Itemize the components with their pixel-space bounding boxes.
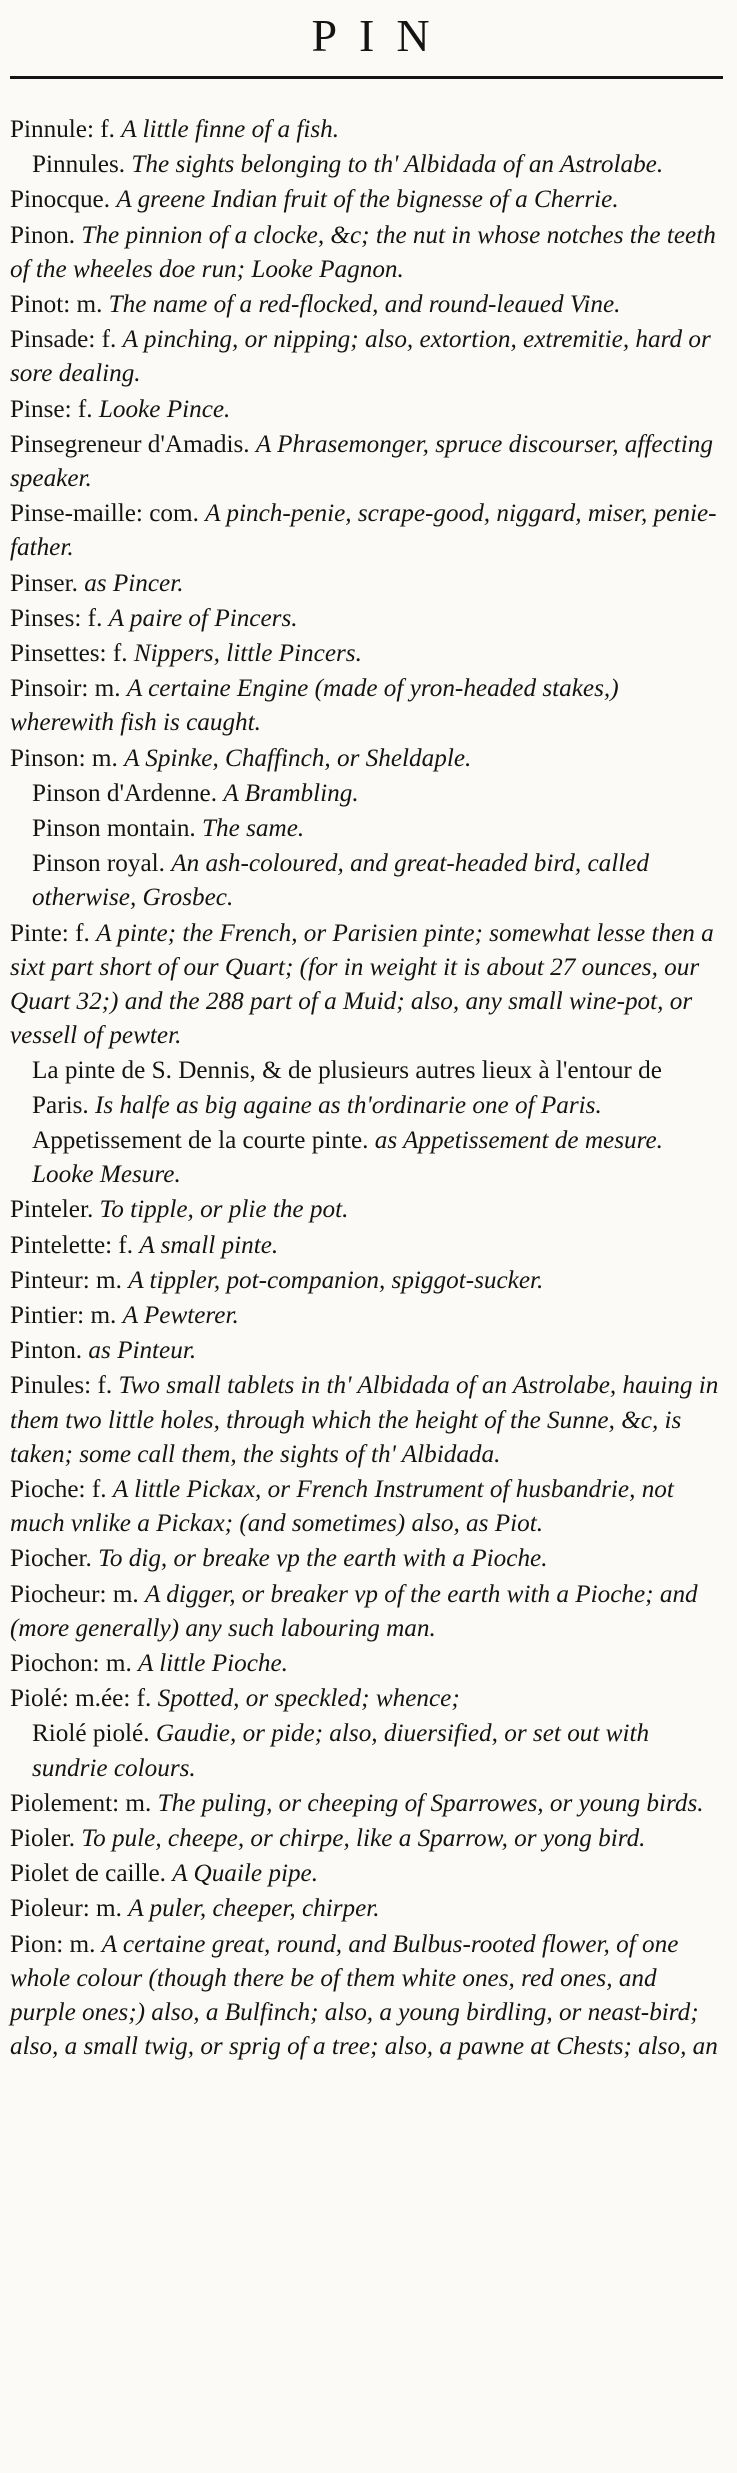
entry-definition: A small pinte. bbox=[139, 1231, 279, 1259]
running-head: PIN bbox=[311, 10, 452, 61]
entry-headword: Piolet de caille. bbox=[10, 1860, 166, 1888]
dictionary-entry bbox=[10, 672, 723, 740]
entry-definition: A certaine Engine (made of yron-headed stakes,) wherewith fish is caught. bbox=[10, 675, 619, 737]
entry-headword: Piolement: m. bbox=[10, 1789, 152, 1817]
entry-definition: A little Pickax, or French Instrument of husbandrie, not much vnlike a Pickax; (and sometimes) also, as Piot. bbox=[10, 1475, 674, 1538]
dictionary-entry bbox=[10, 1647, 723, 1681]
dictionary-entry bbox=[10, 1857, 723, 1891]
header-rule bbox=[10, 76, 723, 79]
entry-definition: The same. bbox=[202, 815, 305, 843]
entry-definition: as Pincer. bbox=[84, 569, 184, 597]
entry-headword: La pinte de S. Dennis, & de plusieurs autres lieux à l'entour de Paris. bbox=[32, 1057, 662, 1119]
dictionary-entry bbox=[10, 113, 723, 147]
entry-definition: Is halfe as big againe as th'ordinarie one of Paris. bbox=[94, 1091, 602, 1119]
dictionary-entry bbox=[10, 428, 723, 496]
entry-definition: A puler, cheeper, chirper. bbox=[128, 1895, 380, 1923]
dictionary-entry bbox=[10, 742, 723, 776]
dictionary-entry bbox=[10, 219, 723, 287]
entry-definition: Nippers, little Pincers. bbox=[133, 640, 362, 668]
entry-headword: Pinon. bbox=[10, 221, 76, 249]
entry-definition: Gaudie, or pide; also, diuersified, or set out with sundrie colours. bbox=[32, 1720, 650, 1782]
entry-definition: A little Pioche. bbox=[138, 1649, 288, 1677]
dictionary-entry bbox=[10, 1578, 723, 1646]
entry-headword: Pinnule: f. bbox=[10, 116, 115, 143]
entry-headword: Pinses: f. bbox=[10, 604, 103, 632]
entry-definition: A paire of Pincers. bbox=[108, 604, 298, 632]
entry-definition: An ash-coloured, and great-headed bird, called otherwise, Grosbec. bbox=[32, 850, 649, 912]
dictionary-entry bbox=[10, 1542, 723, 1576]
dictionary-entry bbox=[10, 1264, 723, 1298]
entry-headword: Piochon: m. bbox=[10, 1649, 132, 1677]
dictionary-entry bbox=[10, 183, 723, 217]
entry-headword: Pinson montain. bbox=[32, 815, 196, 843]
entry-headword: Pinteur: m. bbox=[10, 1266, 122, 1294]
entry-definition: A Phrasemonger, spruce discourser, affecting speaker. bbox=[10, 430, 713, 493]
entry-headword: Pinteler. bbox=[10, 1196, 94, 1224]
dictionary-entry bbox=[10, 148, 723, 182]
dictionary-entry bbox=[10, 917, 723, 1054]
entry-headword: Pinsoir: m. bbox=[10, 675, 121, 703]
entry-definition: A Pewterer. bbox=[122, 1301, 239, 1329]
entry-headword: Piolé: m.ée: f. bbox=[10, 1685, 152, 1713]
entry-headword: Piocheur: m. bbox=[10, 1580, 139, 1608]
entry-headword: Pinules: f. bbox=[10, 1372, 113, 1400]
entry-headword: Riolé piolé. bbox=[32, 1720, 150, 1748]
entry-definition: A certaine great, round, and Bulbus-rooted flower, of one whole colour (though there be of them white ones, red ones, and purple ones;) also, a Bulfinch; also, a young birdling, or neast-bird; also, a small twig, or sprig of a tree; also, a pawne at Chests; also, an bbox=[10, 1930, 718, 2061]
dictionary-entry bbox=[10, 1682, 723, 1716]
dictionary-entry bbox=[10, 1193, 723, 1227]
entry-headword: Pinocque. bbox=[10, 186, 111, 214]
entry-definition: A digger, or breaker vp of the earth with a Pioche; and (more generally) any such labouring man. bbox=[10, 1580, 698, 1642]
entry-headword: Pinnules. bbox=[32, 151, 126, 179]
dictionary-entry bbox=[10, 1787, 723, 1821]
entry-headword: Pinton. bbox=[10, 1337, 83, 1365]
dictionary-entry bbox=[10, 1717, 723, 1785]
entry-definition: The puling, or cheeping of Sparrowes, or young birds. bbox=[157, 1789, 704, 1817]
entry-definition: as Pinteur. bbox=[88, 1337, 197, 1365]
entry-definition: Two small tablets in th' Albidada of an Astrolabe, hauing in them two little holes, through which the height of the Sunne, &c, is taken; some call them, the sights of th' Albidada. bbox=[10, 1372, 719, 1468]
dictionary-entry bbox=[10, 1229, 723, 1263]
entry-headword: Pinsegreneur d'Amadis. bbox=[10, 430, 250, 458]
entry-list bbox=[10, 113, 723, 2064]
entry-headword: Pinse-maille: com. bbox=[10, 500, 199, 528]
entry-headword: Pintier: m. bbox=[10, 1301, 117, 1329]
dictionary-entry bbox=[10, 1369, 723, 1472]
dictionary-entry bbox=[10, 323, 723, 391]
dictionary-entry bbox=[10, 637, 723, 671]
dictionary-entry bbox=[10, 847, 723, 915]
entry-definition: A little finne of a fish. bbox=[121, 116, 340, 143]
dictionary-entry bbox=[10, 567, 723, 601]
dictionary-entry bbox=[10, 1928, 723, 2065]
entry-headword: Pinot: m. bbox=[10, 291, 103, 319]
dictionary-entry bbox=[10, 812, 723, 846]
dictionary-entry bbox=[10, 1054, 723, 1122]
dictionary-entry bbox=[10, 602, 723, 636]
dictionary-entry bbox=[10, 497, 723, 565]
entry-definition: To dig, or breake vp the earth with a Pioche. bbox=[98, 1545, 548, 1573]
entry-definition: The pinnion of a clocke, &c; the nut in whose notches the teeth of the wheeles doe run; Looke Pagnon. bbox=[10, 221, 716, 283]
dictionary-entry bbox=[10, 1473, 723, 1541]
entry-headword: Piocher. bbox=[10, 1545, 92, 1573]
entry-definition: The sights belonging to th' Albidada of an Astrolabe. bbox=[131, 151, 664, 179]
entry-definition: A pinching, or nipping; also, extortion, extremitie, hard or sore dealing. bbox=[10, 326, 711, 388]
entry-headword: Pinson d'Ardenne. bbox=[32, 779, 218, 807]
entry-headword: Pinse: f. bbox=[10, 395, 93, 423]
entry-headword: Appetissement de la courte pinte. bbox=[32, 1126, 369, 1154]
entry-definition: as Appetissement de mesure. Looke Mesure. bbox=[32, 1126, 663, 1189]
entry-headword: Pioleur: m. bbox=[10, 1895, 122, 1923]
entry-headword: Pinser. bbox=[10, 569, 78, 597]
dictionary-entry bbox=[10, 1334, 723, 1368]
entry-definition: A Brambling. bbox=[223, 779, 359, 807]
entry-headword: Pioche: f. bbox=[10, 1475, 107, 1503]
entry-headword: Pintelette: f. bbox=[10, 1231, 134, 1259]
entry-definition: A Quaile pipe. bbox=[172, 1860, 319, 1888]
entry-headword: Pinson royal. bbox=[32, 850, 165, 878]
dictionary-entry bbox=[10, 288, 723, 322]
dictionary-entry bbox=[10, 777, 723, 811]
entry-headword: Pinsade: f. bbox=[10, 326, 117, 354]
dictionary-entry bbox=[10, 1892, 723, 1926]
entry-definition: A greene Indian fruit of the bignesse of a Cherrie. bbox=[116, 186, 619, 214]
entry-definition: Looke Pince. bbox=[98, 395, 231, 423]
entry-definition: The name of a red-flocked, and round-leaued Vine. bbox=[108, 291, 621, 319]
entry-headword: Pinsettes: f. bbox=[10, 640, 128, 668]
entry-headword: Pinte: f. bbox=[10, 919, 90, 947]
entry-headword: Pinson: m. bbox=[10, 744, 118, 772]
entry-definition: A Spinke, Chaffinch, or Sheldaple. bbox=[124, 744, 472, 772]
entry-definition: A pinch-penie, scrape-good, niggard, miser, penie-father. bbox=[10, 500, 717, 562]
entry-headword: Pion: m. bbox=[10, 1930, 96, 1958]
entry-definition: Spotted, or speckled; whence; bbox=[157, 1685, 460, 1713]
entry-definition: To tipple, or plie the pot. bbox=[99, 1196, 349, 1224]
dictionary-entry bbox=[10, 1124, 723, 1192]
dictionary-entry bbox=[10, 1822, 723, 1856]
dictionary-entry bbox=[10, 393, 723, 427]
entry-definition: A tippler, pot-companion, spiggot-sucker. bbox=[128, 1266, 544, 1294]
entry-definition: To pule, cheepe, or chirpe, like a Sparrow, or yong bird. bbox=[81, 1824, 646, 1852]
dictionary-entry bbox=[10, 1299, 723, 1333]
entry-headword: Pioler. bbox=[10, 1824, 76, 1852]
entry-definition: A pinte; the French, or Parisien pinte; somewhat lesse then a sixt part short of our Quart; (for in weight it is about 27 ounces, our Quart 32;) and the 288 part of a Muid; also, any small wine-pot, or vessell of pewter. bbox=[10, 919, 714, 1050]
